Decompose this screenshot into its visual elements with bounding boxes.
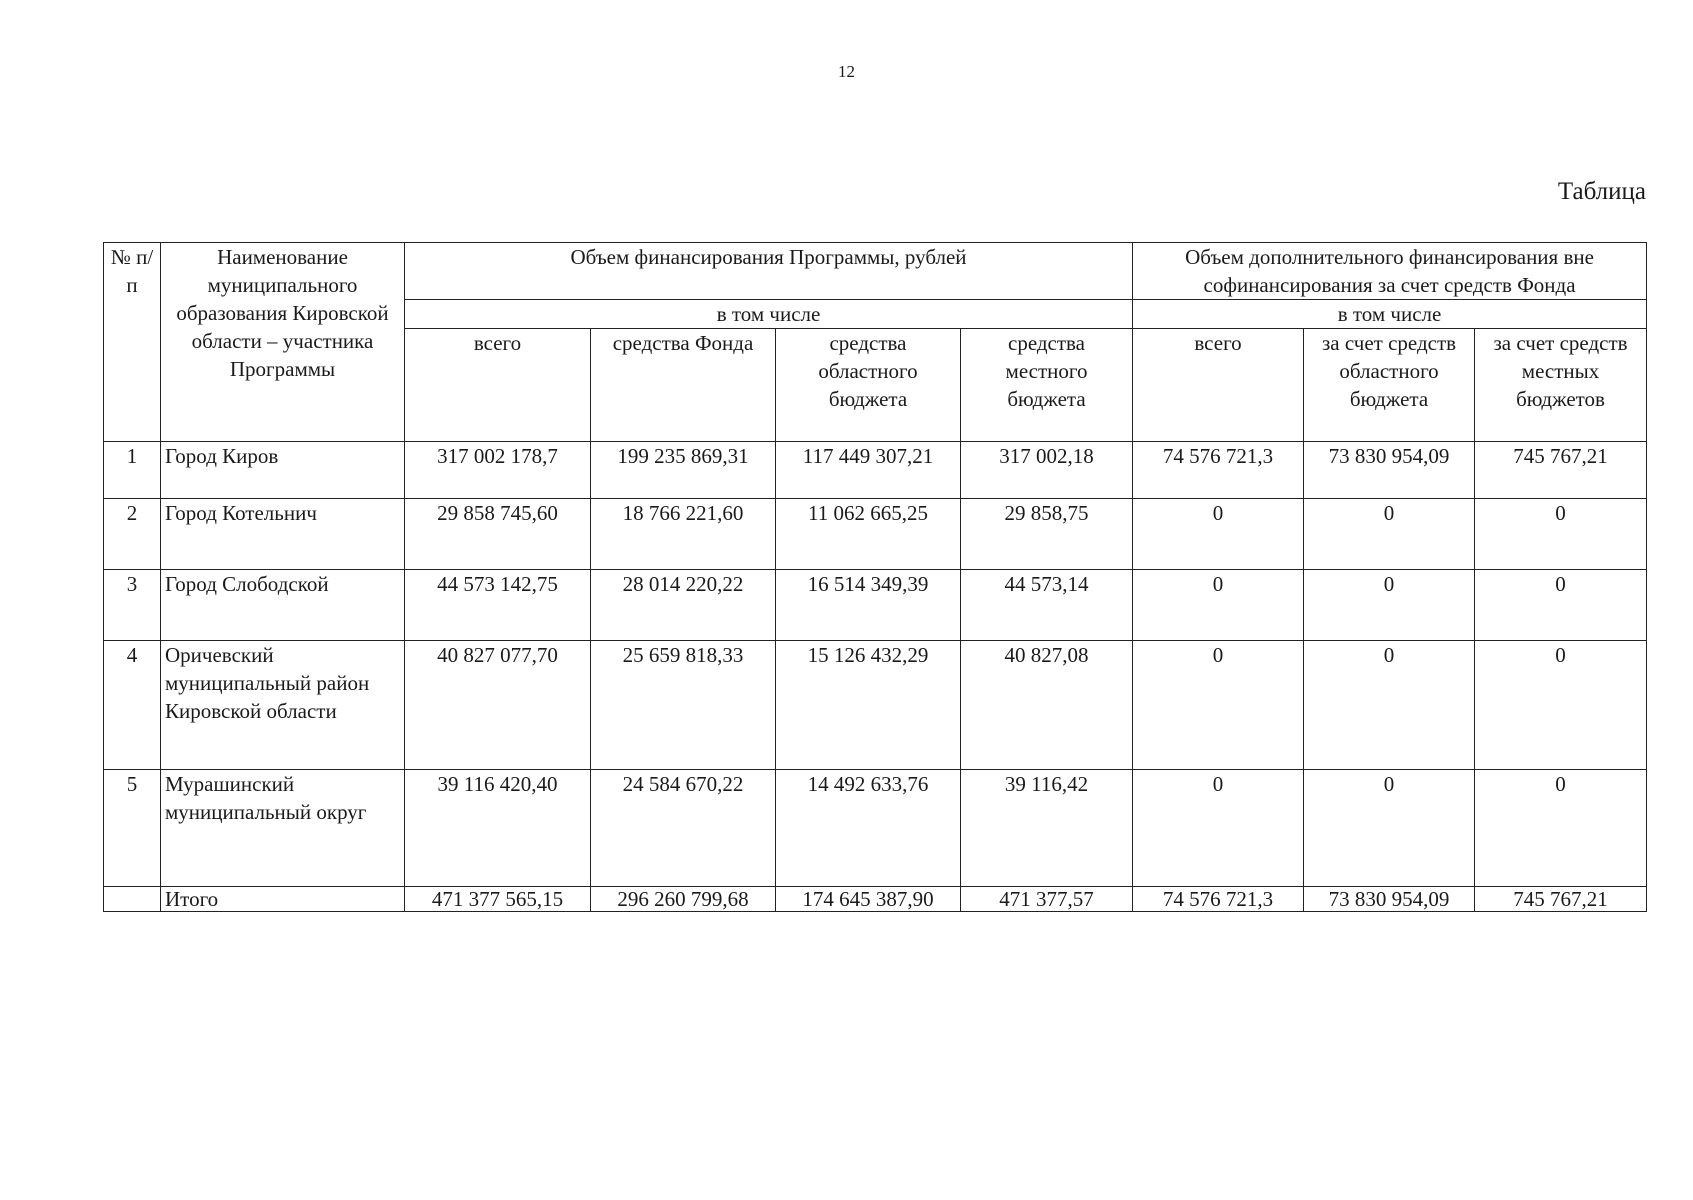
value-cell: 15 126 432,29 xyxy=(776,641,961,770)
header-num: № п/п xyxy=(104,243,161,442)
table-row xyxy=(104,570,1647,641)
table-row xyxy=(104,442,1647,499)
value-cell: 199 235 869,31 xyxy=(591,442,776,499)
value-cell: 0 xyxy=(1475,770,1647,887)
value-cell: 0 xyxy=(1475,570,1647,641)
value-cell: 0 xyxy=(1133,499,1304,570)
value-cell: 28 014 220,22 xyxy=(591,570,776,641)
value-cell: 44 573 142,75 xyxy=(405,570,591,641)
value-cell: 29 858 745,60 xyxy=(405,499,591,570)
page-number: 12 xyxy=(838,62,855,81)
value-cell: 745 767,21 xyxy=(1475,887,1647,912)
table-caption: Таблица xyxy=(1557,178,1646,205)
value-cell: 25 659 818,33 xyxy=(591,641,776,770)
value-cell: 174 645 387,90 xyxy=(776,887,961,912)
value-cell: 73 830 954,09 xyxy=(1304,442,1475,499)
value-cell: 11 062 665,25 xyxy=(776,499,961,570)
header-col-add-local: за счет средств местных бюджетов xyxy=(1475,329,1647,442)
header-col-regional: средства областного бюджета xyxy=(776,329,961,442)
value-cell: 317 002,18 xyxy=(961,442,1133,499)
header-col-total: всего xyxy=(405,329,591,442)
value-cell: 471 377 565,15 xyxy=(405,887,591,912)
value-cell: 0 xyxy=(1304,641,1475,770)
row-number: 2 xyxy=(104,499,161,570)
value-cell: 24 584 670,22 xyxy=(591,770,776,887)
value-cell: 471 377,57 xyxy=(961,887,1133,912)
value-cell: 29 858,75 xyxy=(961,499,1133,570)
header-subgroup-program: в том числе xyxy=(405,300,1133,329)
value-cell: 16 514 349,39 xyxy=(776,570,961,641)
table-row xyxy=(104,770,1647,887)
table-body xyxy=(104,442,1647,912)
header-col-add-regional: за счет средств областного бюджета xyxy=(1304,329,1475,442)
total-row xyxy=(104,887,1647,912)
value-cell: 0 xyxy=(1304,570,1475,641)
value-cell: 0 xyxy=(1475,641,1647,770)
header-col-fund: средства Фонда xyxy=(591,329,776,442)
value-cell: 40 827,08 xyxy=(961,641,1133,770)
municipality-name: Город Котельнич xyxy=(161,499,405,570)
value-cell: 117 449 307,21 xyxy=(776,442,961,499)
value-cell: 39 116,42 xyxy=(961,770,1133,887)
header-name: Наименование муниципального образования Кировской области – участника Программы xyxy=(161,243,405,442)
value-cell: 14 492 633,76 xyxy=(776,770,961,887)
value-cell: 74 576 721,3 xyxy=(1133,442,1304,499)
header-col-local: средства местного бюджета xyxy=(961,329,1133,442)
municipality-name: Город Слободской xyxy=(161,570,405,641)
value-cell: 0 xyxy=(1304,499,1475,570)
municipality-name: Оричевский муниципальный район Кировской области xyxy=(161,641,405,770)
header-group-additional: Объем дополнительного финансирования вне софинансирования за счет средств Фонда xyxy=(1133,243,1647,300)
value-cell: 296 260 799,68 xyxy=(591,887,776,912)
header-col-add-total: всего xyxy=(1133,329,1304,442)
value-cell: 0 xyxy=(1133,641,1304,770)
municipality-name: Итого xyxy=(161,887,405,912)
table-row xyxy=(104,499,1647,570)
value-cell: 44 573,14 xyxy=(961,570,1133,641)
value-cell: 317 002 178,7 xyxy=(405,442,591,499)
value-cell: 0 xyxy=(1304,770,1475,887)
value-cell: 74 576 721,3 xyxy=(1133,887,1304,912)
row-number: 3 xyxy=(104,570,161,641)
row-number: 1 xyxy=(104,442,161,499)
row-number xyxy=(104,887,161,912)
row-number: 5 xyxy=(104,770,161,887)
value-cell: 0 xyxy=(1133,770,1304,887)
value-cell: 0 xyxy=(1133,570,1304,641)
municipality-name: Город Киров xyxy=(161,442,405,499)
municipality-name: Мурашинский муниципальный округ xyxy=(161,770,405,887)
value-cell: 40 827 077,70 xyxy=(405,641,591,770)
financing-table xyxy=(103,242,1647,912)
value-cell: 39 116 420,40 xyxy=(405,770,591,887)
value-cell: 745 767,21 xyxy=(1475,442,1647,499)
value-cell: 0 xyxy=(1475,499,1647,570)
header-subgroup-additional: в том числе xyxy=(1133,300,1647,329)
value-cell: 73 830 954,09 xyxy=(1304,887,1475,912)
value-cell: 18 766 221,60 xyxy=(591,499,776,570)
table-row xyxy=(104,641,1647,770)
header-group-program: Объем финансирования Программы, рублей xyxy=(405,243,1133,300)
row-number: 4 xyxy=(104,641,161,770)
